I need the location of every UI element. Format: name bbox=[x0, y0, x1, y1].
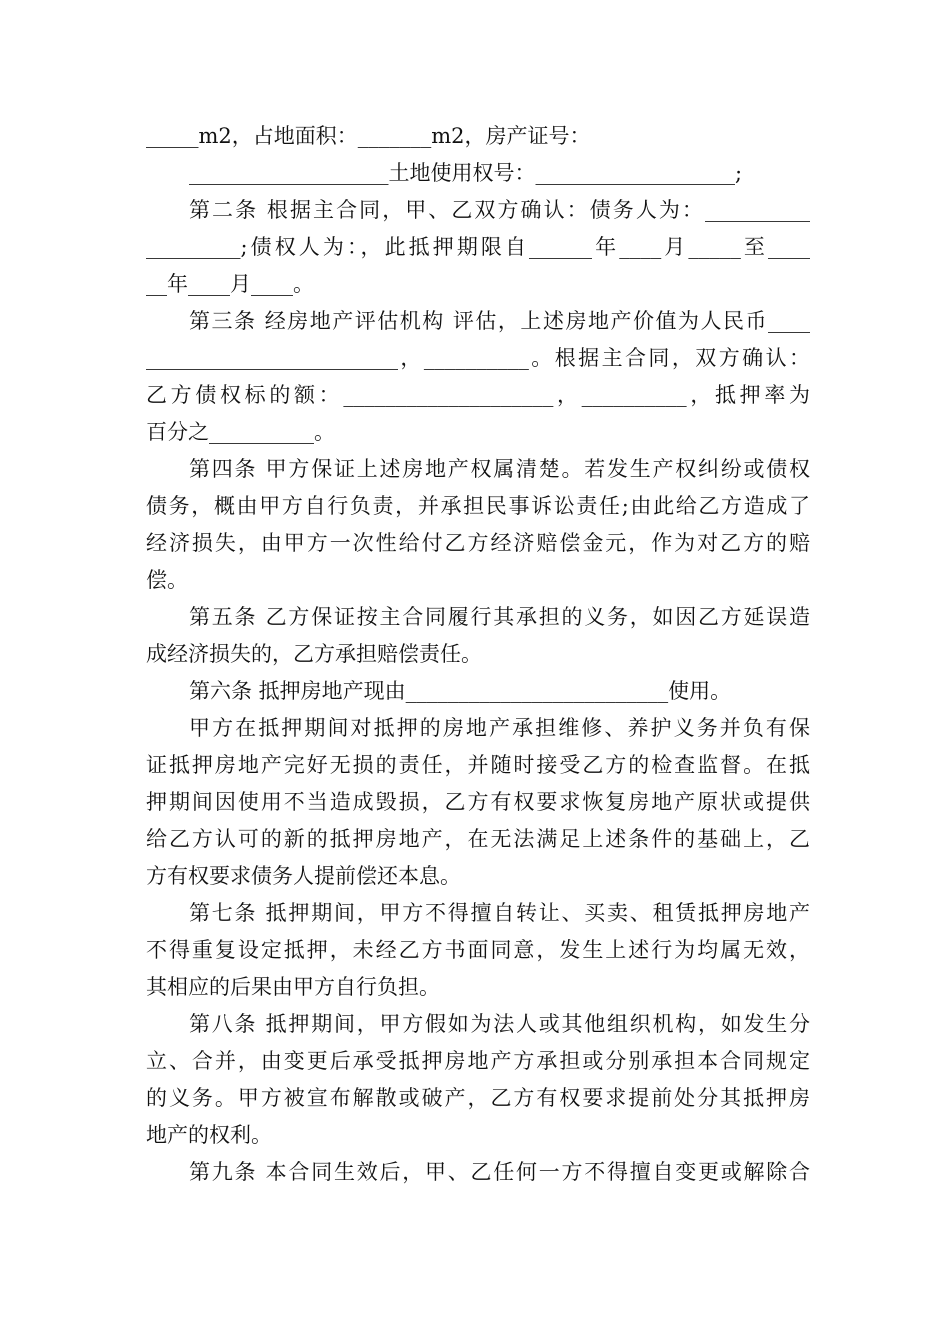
text-line: 立、合并，由变更后承受抵押房地产方承担或分别承担本合同规定 bbox=[146, 1049, 810, 1073]
text-line: 乙方债权标的额：____________________，__________，抵押率为 bbox=[146, 383, 810, 407]
text-line: 不得重复设定抵押，未经乙方书面同意，发生上述行为均属无效， bbox=[146, 938, 810, 962]
text-line: 方有权要求债务人提前偿还本息。 bbox=[146, 864, 461, 888]
text-line: 证抵押房地产完好无损的责任，并随时接受乙方的检查监督。在抵 bbox=[146, 753, 810, 777]
article-6-line: 第六条 抵押房地产现由_________________________使用。 bbox=[189, 679, 732, 703]
article-8-line: 第八条 抵押期间，甲方假如为法人或其他组织机构，如发生分 bbox=[189, 1012, 810, 1036]
text-line: 地产的权利。 bbox=[146, 1123, 272, 1147]
text-line: ___________________土地使用权号：___________________; bbox=[189, 161, 743, 185]
article-9-line: 第九条 本合同生效后，甲、乙任何一方不得擅自变更或解除合 bbox=[189, 1160, 810, 1184]
article-4-line: 第四条 甲方保证上述房地产权属清楚。若发生产权纠纷或债权 bbox=[189, 457, 810, 481]
document-body bbox=[146, 118, 810, 1191]
article-7-line: 第七条 抵押期间，甲方不得擅自转让、买卖、租赁抵押房地产 bbox=[189, 901, 810, 925]
article-3-line: 第三条 经房地产评估机构 评估，上述房地产价值为人民币____ bbox=[189, 309, 810, 333]
text-line: ________________________，__________。根据主合同，双方确认： bbox=[146, 346, 810, 370]
text-line: 甲方在抵押期间对抵押的房地产承担维修、养护义务并负有保 bbox=[189, 716, 810, 740]
text-line: _________;债权人为：，此抵押期限自______年____月_____至____ bbox=[146, 235, 810, 259]
text-line: 押期间因使用不当造成毁损，乙方有权要求恢复房地产原状或提供 bbox=[146, 790, 810, 814]
text-line: 债务，概由甲方自行负责，并承担民事诉讼责任;由此给乙方造成了 bbox=[146, 494, 810, 518]
text-line: 经济损失，由甲方一次性给付乙方经济赔偿金元，作为对乙方的赔 bbox=[146, 531, 810, 555]
article-5-line: 第五条 乙方保证按主合同履行其承担的义务，如因乙方延误造 bbox=[189, 605, 810, 629]
text-line: 成经济损失的，乙方承担赔偿责任。 bbox=[146, 642, 482, 666]
text-line: 其相应的后果由甲方自行负担。 bbox=[146, 975, 440, 999]
text-line: 百分之__________。 bbox=[146, 420, 335, 444]
text-line: _____m2，占地面积：_______m2，房产证号： bbox=[146, 124, 591, 148]
article-2-line: 第二条 根据主合同，甲、乙双方确认：债务人为：__________ bbox=[189, 198, 810, 222]
text-line: 偿。 bbox=[146, 568, 188, 592]
text-line: 给乙方认可的新的抵押房地产，在无法满足上述条件的基础上，乙 bbox=[146, 827, 810, 851]
text-line: 的义务。甲方被宣布解散或破产，乙方有权要求提前处分其抵押房 bbox=[146, 1086, 810, 1110]
text-line: __年____月____。 bbox=[146, 272, 314, 296]
